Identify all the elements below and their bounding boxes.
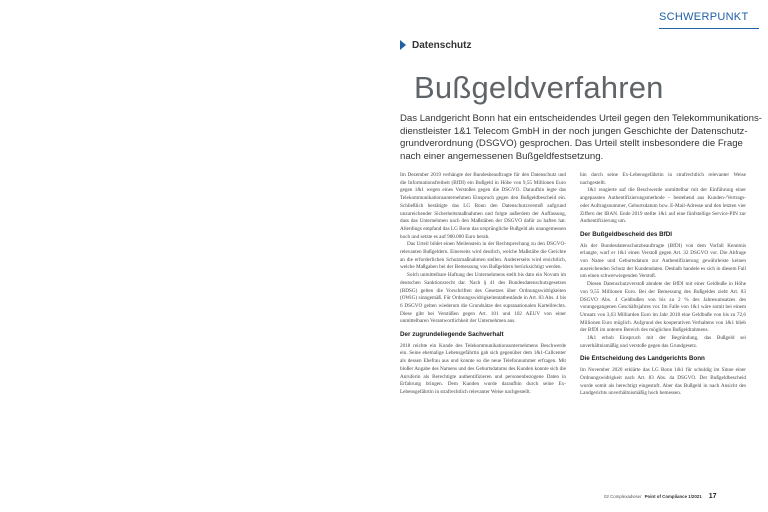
header-tag-label: SCHWERPUNKT: [659, 11, 749, 23]
page-footer: [604, 493, 716, 500]
paragraph: Im November 2020 erklärte das LG Bonn 1&1 für schuldig im Sinne einer Ordnungswidrigkeit nach Art. 83 Abs. 4a DSGVO. Der Bußgeldbescheid wurde somit als berechtigt eingestuft. Aber das Bußgeld in nach Ansicht des Landgerichts unverhältnismäßig hoch bemessen.: [580, 367, 746, 397]
paragraph: Im Dezember 2019 verhängte der Bundesbeauftragte für den Datenschutz und die Informationsfreiheit (BfDI) ein Bußgeld in Höhe von 9,55 Millionen Euro gegen 1&1 wegen eines Verstoßes gegen die DSGVO. Daraufhin legte das Telekommunikationsunternehmen Einspruch gegen den Bußgeldbescheid ein. Schließlich bestätigte das LG Bonn den Datenschutzverstoß aufgrund unzureichender Sicherheitsmaßnahmen und folgte außerdem der Auffassung, dass das Unternehmen nach den Maßstäben der DSGVO dafür zu haften hat. Allerdings empfand das LG Bonn das ursprüngliche Bußgeld als unangemessen hoch und setzte es auf 900.000 Euro herab.: [400, 172, 566, 240]
section-label-text: Datenschutz: [412, 39, 472, 51]
paragraph: 1&1 reagierte auf die Beschwerde unmittelbar mit der Einführung einer angepassten Authentifizierungsmethode – bestehend aus Kunden-/Vertrags- oder Auftragsnummer, Geburtsdatum bzw. E-Mail-Adresse und den letzten vier Ziffern der IBAN. Ende 2019 stellte 1&1 auf eine fünfstellige Service-PIN zur Authentifizierung um.: [580, 187, 746, 225]
triangle-marker-icon: [400, 40, 406, 50]
subheading-entscheidung: Die Entscheidung des Landgerichts Bonn: [580, 355, 705, 363]
section-header-tag: [659, 8, 759, 29]
paragraph: Solch unmittelbare Haftung des Unternehmens stellt bis dato ein Novum im deutschen Sanktionsrecht dar. Nach § 41 des Bundesdatenschutzgesetzes (BDSG) gelten die Vorschriften des Gesetzes über Ordnungswidrigkeiten (OWiG) sinngemäß. Für Ordnungswidrigkeitentatbestände in Art. 83 Abs. 4 bis 6 DSGVO gelten wiederum die Grundsätze des supranationalen Kartellrechts. Diese gibt bei Verstößen gegen Art. 101 und 102 AEUV von einer unmittelbaren Verantwortlichkeit der Unternehmen aus.: [400, 272, 566, 325]
footer-issue: Point of Compliance 1/2021: [644, 494, 702, 499]
subheading-sachverhalt: Der zugrundeliegende Sachverhalt: [400, 331, 504, 339]
paragraph: 2018 reichte ein Kunde des Telekommunikationsunternehmens Beschwerde ein. Seine ehemalige Lebensgefährtin gab sich gegenüber dem 1&1-Callcenter als dessen Ehefrau aus und konnte so die neue Telefonnummer erfragen. Mit bloßer Angabe des Namens und des Geburtsdatums des Kunden konnte sich die Anruferin als Berechtigte authentifizieren und personenbezogene Daten in Erfahrung bringen. Dem Kunden wurde daraufhin durch seine Ex-Lebensgefährtin in strafrechtlich relevanter Weise nachgestellt.: [400, 342, 566, 395]
article-title: Bußgeldverfahren: [414, 70, 664, 105]
section-label: [400, 37, 471, 53]
right-column: [580, 172, 746, 398]
paragraph: Als der Bundesdatenschutzbeauftragte (BfDI) von dem Vorfall Kenntnis erlangte, warf er 1&1 einen Verstoß gegen Art. 32 DSGVO vor. Die Abfrage von Name und Geburtsdatum zur Authentifizierung gewährleiste keinen ausreichenden Schutz der Kundendaten. Deshalb handele es sich in diesem Fall um einen schwerwiegenden Verstoß.: [580, 242, 746, 280]
left-column: [400, 172, 566, 397]
subheading-bescheid: Der Bußgeldbescheid des BfDI: [580, 230, 673, 238]
footer-publication: 02 Complexadviser: [604, 494, 642, 499]
paragraph: Diesen Datenschutzverstoß ahndete der BfDI mit einer Geldbuße in Höhe von 9,55 Millionen Euro. Bei der Bemessung des Bußgeldes zieht Art. 83 DSGVO Abs. 4 Geldbußen von bis zu 2 % des Jahresumsatzes des vorangegangenen Geschäftsjahres vor. Im Falle von 1&1 wäre somit bei einem Umsatz von 3,63 Milliarden Euro im Jahr 2018 eine Geldbuße von bis zu 72,6 Millionen Euro möglich. Aufgrund des kooperativen Verhaltens von 1&1 blieb der BfDI im unteren Bereich des möglichen Bußgeldrahmens.: [580, 281, 746, 334]
paragraph: hin durch seine Ex-Lebensgefährtin in strafrechtlich relevanter Weise nachgestellt.: [580, 172, 746, 186]
paragraph: Das Urteil bildet einen Meilenstein in der Rechtsprechung zu den DSGVO-relevanten Bußgeldern. Einerseits wird deutlich, welche Maßstäbe die Gerichte an die erforderlichen Schutzmaßnahmen stellen. Andererseits wird ersichtlich, welche Maßgaben bei der Bemessung von Bußgeldern berücksichtigt werden.: [400, 241, 566, 271]
page-number: 17: [708, 493, 717, 500]
paragraph: 1&1 erhob Einspruch mit der Begründung, das Bußgeld sei unverhältnismäßig und verstoße gegen das Grundgesetz.: [580, 335, 746, 349]
article-lead: Das Landgericht Bonn hat ein entscheidendes Urteil gegen den Telekommunikationsdienstleister 1&1 Telecom GmbH in der noch jungen Geschichte der Datenschutzgrundverordnung (DSGVO) gesprochen. Das Urteil stellt insbesondere die Frage nach einer angemessenen Bußgeldfestsetzung.: [400, 113, 762, 162]
